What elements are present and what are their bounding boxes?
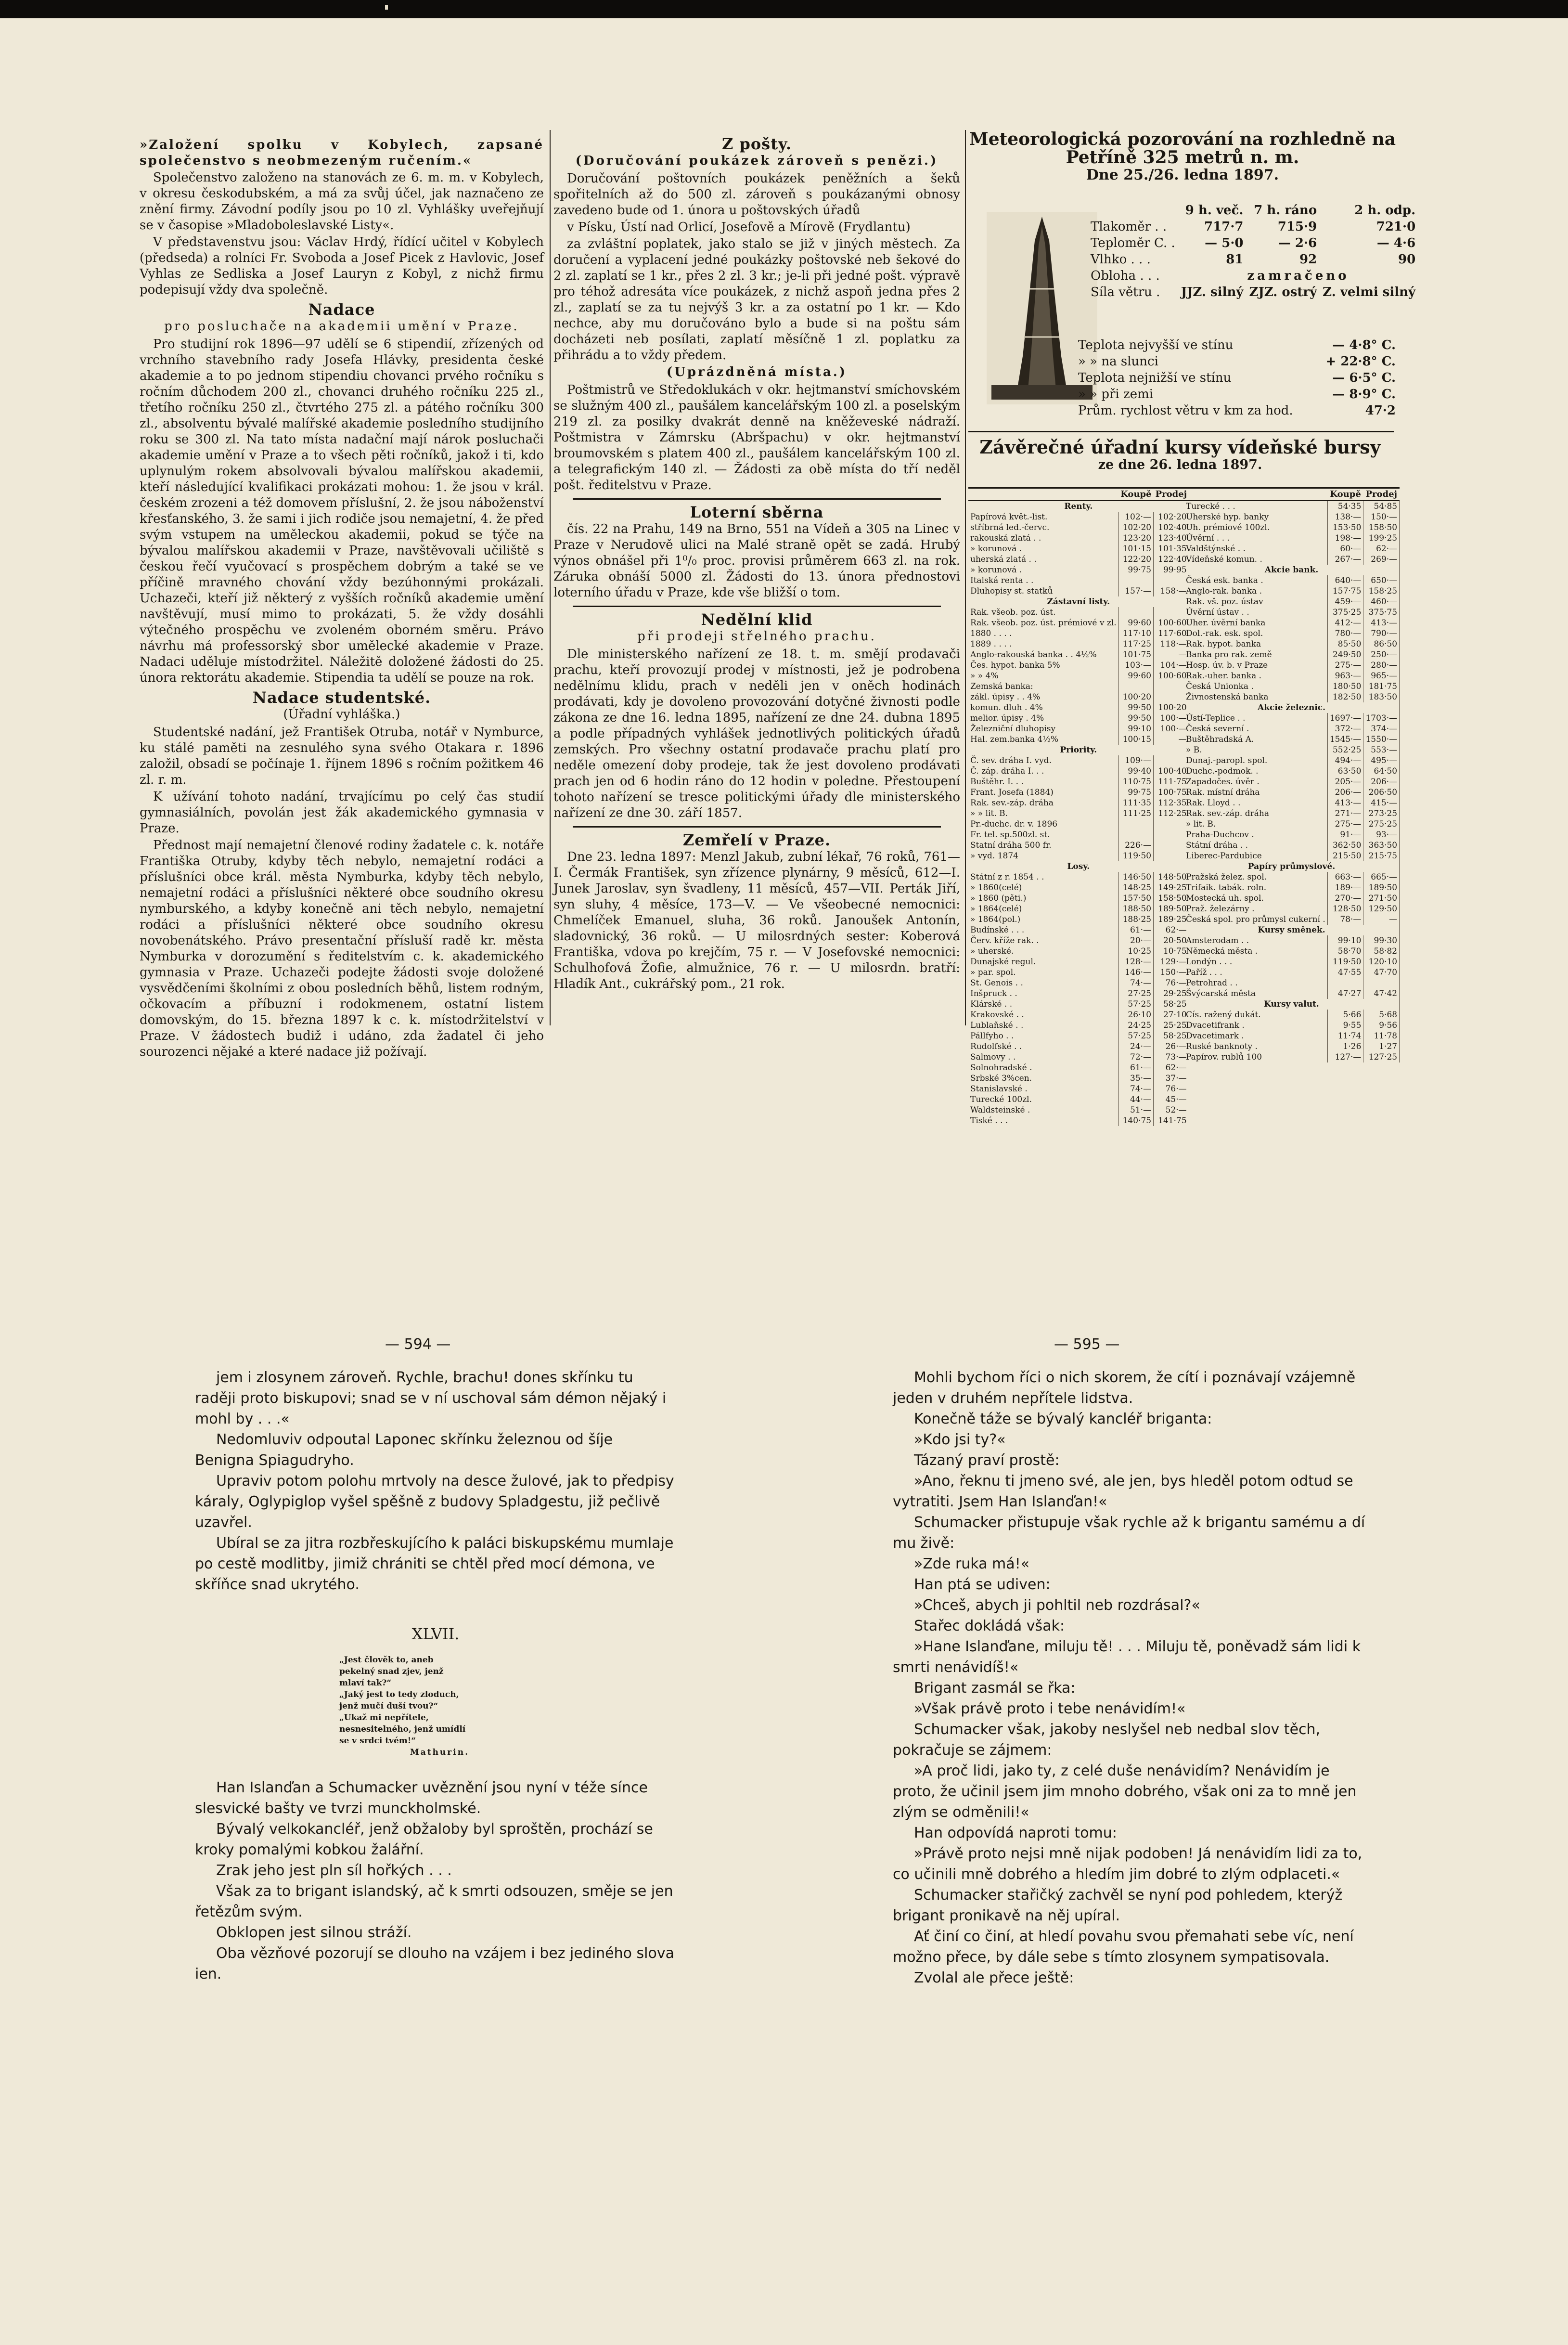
bursa-row: Krakovské . . 26·10 27·10 (968, 1010, 1189, 1020)
bursa-row: Česká Unionka . 180·50 181·75 (1184, 681, 1400, 692)
met-extra-row: Teplota nejnižší ve stínu — 6·5° C. (1078, 371, 1396, 385)
paragraph: Ať činí co činí, at hledí povahu svou přemahati sebe víc, není možno přece, by dále sebe s tímto zlosynem sympatisovala. (893, 1928, 1354, 1966)
bursa-row: Banka pro rak. země 249·50 250·— (1184, 649, 1400, 660)
bursa-row: Anglo-rakouská banka . . 4½% 101·75 — (968, 649, 1189, 660)
bursa-row: 1889 . . . . 117·25 118·— (968, 639, 1189, 649)
bursa-row: Rak. hypot. banka 85·50 86·50 (1184, 639, 1400, 649)
bursa-row: Dvacetifrank . 9·55 9·56 (1184, 1020, 1400, 1031)
bursa-row: Tiské . . . 140·75 141·75 (968, 1115, 1189, 1126)
motto-line: „Ukaž mi nepřítele, nesnesitelného, jenž umídlí se v srdci tvém!“ (339, 1713, 466, 1746)
chapter-heading: XLVII. (411, 1625, 460, 1643)
bursa-row: Dol.-rak. esk. spol. 780·— 790·— (1184, 628, 1400, 639)
paragraph: v Písku, Ústí nad Orlicí, Josefově a Mírově (Frydlantu) (567, 220, 911, 234)
bursa-row: Buštěhradská A. 1545·— 1550·— (1184, 734, 1400, 745)
bursa-row: » par. spol. 146·— 150·— (968, 967, 1189, 978)
bursa-row: Červ. kříže rak. . 20·— 20·50 (968, 935, 1189, 946)
bursa-section: Akcie železnic. (1184, 702, 1400, 713)
bursa-row: Petrohrad . . (1184, 978, 1400, 988)
bursa-row: Cís. ražený dukát. 5·66 5·68 (1184, 1010, 1400, 1020)
bursa-row: Frant. Josefa (1884) 99·75 100·75 (968, 787, 1189, 798)
met-row: Tlakoměr . . 717·7 715·9 721·0 (1091, 220, 1416, 234)
paragraph: Han odpovídá naproti tomu: (914, 1825, 1117, 1841)
bursa-row: Rak. všeob. poz. úst. (968, 607, 1189, 618)
bursa-row: melior. úpisy . 4% 99·50 100·— (968, 713, 1189, 724)
paragraph: »A proč lidi, jako ty, z celé duše nenávidím? Nenávidím je proto, že učinil jsem jim mnoho dobrého, však oni za to mně jen zlým se odměnili!« (893, 1762, 1357, 1821)
bursa-section: Zástavní listy. (968, 596, 1189, 607)
bursa-section: Kursy valut. (1184, 999, 1400, 1010)
bursa-row: Turecké . . . 54·35 54·85 (1184, 501, 1400, 512)
paragraph: K užívání tohoto nadání, trvajícímu po celý čas studií gymnasiálních, povolán jest žák akademického gymnasia v Praze. (140, 790, 544, 836)
section-subtitle: (Doručování poukázek zároveň s penězi.) (575, 154, 938, 168)
bursa-row: Pállfyho . . 57·25 58·25 (968, 1031, 1189, 1041)
bursa-row: Uh. prémiové 100zl. 153·50 158·50 (1184, 522, 1400, 533)
met-extra-row: » » při zemi — 8·9° C. (1078, 387, 1396, 402)
bursa-row: Salmovy . . 72·— 73·— (968, 1052, 1189, 1062)
bursa-row: Londýn . . . 119·50 120·10 (1184, 957, 1400, 967)
bursa-row: Rak. všeob. poz. úst. prémiové v zl. 99·60 100·60 (968, 618, 1189, 628)
bursa-heading: Závěrečné úřadní kursy vídeňské bursy ze dne 26. ledna 1897. (979, 436, 1381, 472)
paragraph: jem i zlosynem zároveň. Rychle, brachu! dones skřínku tu raději proto biskupovi; snad se v ní uschoval sám démon nějaký i mohl by . . .« (195, 1369, 667, 1427)
bursa-row: Turecké 100zl. 44·— 45·— (968, 1094, 1189, 1105)
bursa-section: Renty. (968, 501, 1189, 512)
bursa-row: Solnohradské . 61·— 62·— (968, 1062, 1189, 1073)
paragraph: Obklopen jest silnou stráží. (216, 1924, 412, 1941)
bursa-row: » » 4% 99·60 100·60 (968, 671, 1189, 681)
bursa-row: Uher. úvěrní banka 412·— 413·— (1184, 618, 1400, 628)
bursa-row: Č. záp. dráha I. . . 99·40 100·40 (968, 766, 1189, 777)
bursa-row: Waldsteinské . 51·— 52·— (968, 1105, 1189, 1115)
bursa-row: Dunaj.-paropl. spol. 494·— 495·— (1184, 755, 1400, 766)
bursa-row: Č. sev. dráha I. vyd. 109·— (968, 755, 1189, 766)
paragraph: Přednost mají nemajetní členové rodiny žadatele c. k. notáře Františka Otruby, kdyby těch nebylo, nemajetní rodáci a příslušníci obce král. města Nymburka, kdyby těch nebylo, nemajetní rodáci a příslušníci některé obce soudního okresu nymburského, a kdyby konečně ani těch nebylo, nemajetní rodáci a příslušníci některé obce soudního okresu novobenátského. Právo presentační přísluší radě kr. města Nymburka v dorozumění s ředitelstvím c. k. akademického gymnasia v Praze. Uchazeči podejte žádosti svoje doložené vysvědčeními školními z obou posledních běhů, listem rodným, očkovacím a příbuzní i rodokmenem, ostatní listem domovským, do 15. března 1897 k c. k. místodržitelství v Praze. V žádostech budiž i udáno, zda žadatel či jeho sourozenci nějaké a které nadace již požívají. (140, 838, 544, 1059)
bursa-row: Valdštýnské . . 60·— 62·— (1184, 544, 1400, 554)
bursa-row: Liberec-Pardubice 215·50 215·75 (1184, 851, 1400, 861)
scan-top-border (0, 0, 1568, 18)
bursa-row: Mostecká uh. spol. 270·— 271·50 (1184, 893, 1400, 904)
bursa-row: Rudolfské . . 24·— 26·— (968, 1041, 1189, 1052)
paragraph: Brigant zasmál se řka: (914, 1680, 1076, 1697)
bursa-row: » korunová . 101·15 101·35 (968, 544, 1189, 554)
section-title: Nadace studentské. (252, 688, 431, 707)
paragraph: »Hane Islanďane, miluju tě! . . . Miluju tě, poněvadž sám lidi k smrti nenávidíš!« (893, 1638, 1361, 1676)
bursa-row: Česká esk. banka . 640·— 650·— (1184, 575, 1400, 586)
section-title: Loterní sběrna (690, 503, 824, 521)
paragraph: »Zde ruka má!« (914, 1555, 1030, 1572)
bursa-row: Čes. hypot. banka 5% 103·— 104·— (968, 660, 1189, 671)
page-number-left: — 594 — (385, 1336, 451, 1353)
paragraph: »Však právě proto i tebe nenávidím!« (914, 1700, 1186, 1717)
paragraph: Ubíral se za jitra rozbřeskujícího k paláci biskupskému mumlaje po cestě modlitby, jimiž chrániti se chtěl před mocí démona, ve skříňce snad ukrytého. (195, 1535, 674, 1593)
bursa-row: Budínské . . . 61·— 62·— (968, 925, 1189, 935)
bursa-row: Hosp. úv. b. v Praze 275·— 280·— (1184, 660, 1400, 671)
bursa-row: Amsterodam . . 99·10 99·30 (1184, 935, 1400, 946)
column-1 (140, 137, 544, 1061)
bursa-row: Praž. železárny . 128·50 129·50 (1184, 904, 1400, 914)
section-subtitle: při prodeji střelného prachu. (637, 629, 876, 644)
paragraph: Upraviv potom polohu mrtvoly na desce žulové, jak to předpisy káraly, Oglypiglop vyšel spěšně z budovy Spladgestu, již pečlivě uzavřel. (195, 1473, 674, 1531)
paragraph: Bývalý velkokancléř, jenž obžaloby byl sproštěn, prochází se kroky pomalými kobkou žalářní. (195, 1821, 653, 1858)
bursa-row: Dvacetimark . 11·74 11·78 (1184, 1031, 1400, 1041)
paragraph: Schumacker přistupuje však rychle až k brigantu samému a dí mu živě: (893, 1514, 1365, 1552)
paragraph: Schumacker však, jakoby neslyšel neb nedbal slov těch, pokračuje se zájmem: (893, 1721, 1321, 1759)
paragraph: Studentské nadání, jež František Otruba, notář v Nymburce, ku stálé paměti na zesnulého syna svého Otakara r. 1896 založil, obsadí se počínaje 1. říjnem 1896 s ročním požitkem 46 zl. r. m. (140, 725, 544, 787)
bursa-row: » 1864(celé) 188·50 189·50 (968, 904, 1189, 914)
notice-heading: »Založení spolku v Kobylech, zapsané společenstvo s neobmezeným ručením.« (140, 138, 544, 168)
bursa-row: » » lit. B. 111·25 112·25 (968, 808, 1189, 819)
section-subtitle: pro posluchače na akademii umění v Praze. (164, 319, 519, 334)
bursa-row: Ústí-Teplice . . 1697·— 1703·— (1184, 713, 1400, 724)
met-extra-list (1078, 337, 1396, 419)
met-extra-row: Prům. rychlost větru v km za hod. 47·2 (1078, 403, 1396, 418)
bursa-row: Železniční dluhopisy 99·10 100·— (968, 724, 1189, 734)
bursa-row: Uherské hyp. banky 138·— 150·— (1184, 512, 1400, 522)
paragraph: Pro studijní rok 1896—97 udělí se 6 stipendií, zřízených od vrchního stavebního rady Josefa Hlávky, presidenta české akademie a to po jednom stipendiu chovanci prvého ročníku s ročním důchodem 200 zl., chovanci druhého ročníku 225 zl., třetího ročníku 250 zl., čtvrtého 275 zl. a pátého ročníku 300 zl., absolventu bývalé malířské akademie posledního studijního roku se 300 zl. Na tato místa nadační mají nárok posluchači akademie umění v Praze a to všech pěti ročníků, jakož i ti, kdo uplynulým rokem absolvovali bývalou malířskou akademii, kteří následující kvalifikaci prokázati mohou: 1. že jsou v král. českém zrozeni a též domovem příslušní, 2. že jsou náboženství křesťanského, 3. že sami i jich rodiče jsou nemajetní, 4. že před svým vstupem na uměleckou akademii, pokud se týče na bývalou malířskou akademii v Praze, navštěvovali učiliště s českou řečí vyučovací s prospěchem dobrým a také se ve příčině mravného chování vždy bezúhonnými prokázali. Uchazeči, kteří již některý z vyšších ročníků akademie umění navštěvují, musí mimo to prokázati, 5. že vždy dosáhli výtečného prospěchu ve zvoleném oborném směru. Právo návrhu má professorský sbor umělecké akademie v Praze. Nadaci uděluje místodržitel. Náležitě doložené žádosti do 25. února rektorátu akademie. Stipendia ta udělí se pouze na rok. (140, 337, 544, 685)
section-title: Z pošty. (721, 135, 792, 153)
bursa-row: Papírová květ.-list. 102·— 102·20 (968, 512, 1189, 522)
bursa-row: Státní z r. 1854 . . 146·50 148·50 (968, 872, 1189, 882)
paragraph: za zvláštní poplatek, jako stalo se již v jiných městech. Za doručení a vyplacení jedné poukázky poštovské neb šekové do 2 zl. zaplatí se 1 kr., přes 2 zl. 3 kr.; je-li při jedné pošt. výpravě pro téhož adresáta více poukázek, z nichž aspoň jedna přes 2 zl., zaplatí se za tu nejvýš 3 kr. a za ostatní po 1 kr. — Kdo nechce, aby mu doručováno bylo a bude si na poštu sám docházeti neb posílati, zaplatí měsíčně 1 zl. poplatku za přihrádu a to vždy předem. (553, 237, 960, 363)
bursa-row: Živnostenská banka 182·50 183·50 (1184, 692, 1400, 702)
bursa-row: » korunová . 99·75 99·95 (968, 565, 1189, 575)
chapter-motto (339, 1654, 469, 1758)
bursa-section: Priority. (968, 745, 1189, 755)
bursa-row: Ruské banknoty . 1·26 1·27 (1184, 1041, 1400, 1052)
paragraph: Dne 23. ledna 1897: Menzl Jakub, zubní lékař, 76 roků, 761—I. Čermák František, syn zřízence plynárny, 9 měsíců, 612—I. Junek Jaroslav, syn švadleny, 11 měsíců, 457—VII. Perták Jiří, syn sluhy, 4 měsíce, 173—V. — Ve všeobecné nemocnici: Chmelíček Emanuel, sluha, 36 roků. Janoušek Antonín, sladovnický, 36 roků. — U milosrdných sester: Koberová Františka, vdova po krejčím, 75 r. — V Josefovské nemocnici: Schulhofová Žofie, almužnice, 76 r. — U milosrdn. bratří: Hladík Ant., cukrářský pom., 21 rok. (553, 850, 960, 991)
bursa-row: Dunajské regul. 128·— 129·— (968, 957, 1189, 967)
bursa-row: Pr.-duchc. dr. v. 1896 (968, 819, 1189, 829)
bursa-row: Rak.-uher. banka . 963·— 965·— (1184, 671, 1400, 681)
bursa-row: » uherské. 10·25 10·75 (968, 946, 1189, 957)
bursa-row: uherská zlatá . . 122·20 122·40 (968, 554, 1189, 565)
bursa-row: Fr. tel. sp.500zl. st. (968, 829, 1189, 840)
meteorology-block (968, 130, 1397, 186)
bursa-row: » 1860(celé) 148·25 149·25 (968, 882, 1189, 893)
motto-line: „Jest člověk to, aneb pekelný snad zjev, jenž mlaví tak?“ (339, 1655, 444, 1688)
lower-right-page (893, 1367, 1376, 1988)
paragraph: »Kdo jsi ty?« (914, 1431, 1006, 1448)
paragraph: Poštmistrů ve Středoklukách v okr. hejtmanství smíchovském se služným 400 zl., paušálem kancelářským 100 zl. a poselským 219 zl. za posilky dvakrát denně na kněževeské nádraží. Poštmistra v Zámrsku (Abršpachu) v okr. hejtmanství broumovském s platem 400 zl., paušálem kancelářským 100 zl. a telegrafickým 140 zl. — Žádosti za obě místa do tří neděl pošt. ředitelstvu v Praze. (553, 383, 960, 492)
paragraph: Společenstvo založeno na stanovách ze 6. m. m. v Kobylech, v okresu českodubském, a má za svůj účel, jak naznačeno ze znění firmy. Závodní podíly jsou po 10 zl. Vyhlášky uveřejňují se v časopise »Mladoboleslavské Listy«. (140, 170, 544, 233)
bursa-row: » 1864(pol.) 188·25 189·25 (968, 914, 1189, 925)
bursa-row: Rak. vš. poz. ústav 459·— 460·— (1184, 596, 1400, 607)
bursa-row: » 1860 (pěti.) 157·50 158·50 (968, 893, 1189, 904)
paragraph: čís. 22 na Prahu, 149 na Brno, 551 na Vídeň a 305 na Linec v Praze v Nerudově ulici na Malé straně opět se zadá. Hrubý výnos obnášel při 1⁰/₀ proc. provisi průměrem 663 zl. na rok. Záruka obnáší 5000 zl. Žádosti do 13. února přednostovi loterního úřadu v Praze, kde vše bližší o tom. (553, 522, 960, 600)
bursa-row: Pražská želez. spol. 663·— 665·— (1184, 872, 1400, 882)
met-extra-row: Teplota nejvyšší ve stínu — 4·8° C. (1078, 338, 1396, 352)
bursa-row: Švýcarská města 47·27 47·42 (1184, 988, 1400, 999)
bursa-row: Paříž . . . 47·55 47·70 (1184, 967, 1400, 978)
bursa-row: Hal. zem.banka 4½% 100·15 — (968, 734, 1189, 745)
bursa-row: Německá města . 58·70 58·82 (1184, 946, 1400, 957)
met-date: Dne 25./26. ledna 1897. (1086, 167, 1279, 183)
bursa-section: Akcie bank. (1184, 565, 1400, 575)
bursa-row: Buštěhr. I. . . 110·75 111·75 (968, 777, 1189, 787)
met-table: 9 h. več. 7 h. ráno 2 h. odp. Tlakoměr . . 717·7 715·9 721·0 Teploměr C. . — 5·0 — 2·6 — 4·6 Vlhko . . . 81 92 90 Obloha . . . zamračeno Síla větru . JJZ. silný ZJZ. ostrý Z. velmi silný (1088, 202, 1418, 300)
section-title: Zemřelí v Praze. (682, 831, 831, 849)
bursa-row: Duchc.-podmok. . 63·50 64·50 (1184, 766, 1400, 777)
bursa-row: Statní dráha 500 fr. 226·— (968, 840, 1189, 851)
bursa-table-right: Koupě Prodej Turecké . . . 54·35 54·85 Uherské hyp. banky 138·— 150·— Uh. prémiové 100zl. 153·50 158·50 Úvěrní . . . 198·— 199·25 Valdštýnské . . 60·— 62·— Vídeňské komun. . 267·— 269·— Akcie bank. Česká esk. banka . 640·— 650·— Anglo-rak. banka . 157·75 158·25 Rak. vš. poz. ústav 459·— 460·— Úvěrní ústav . . 375·25 375·75 Uher. úvěrní banka 412·— 413·— Dol.-rak. esk. spol. 780·— 790·— Rak. hypot. banka 85·50 86·50 Banka pro rak. země 249·50 250·— Hosp. úv. b. v Praze 275·— 280·— Rak.-uher. banka . 963·— 965·— Česká Unionka . 180·50 181·75 Živnostenská banka 182·50 183·50 Akcie železnic. Ústí-Teplice . . 1697·— 1703·— Česká severní . 372·— 374·— Buštěhradská A. 1545·— 1550·— » B. 552·25 553·— Dunaj.-paropl. spol. 494·— 495·— Duchc.-podmok. . 63·50 64·50 Zapadočes. úvěr . 205·— 206·— Rak. místní dráha 206·— 206·50 Rak. Lloyd . . 413·— 415·— Rak. sev.-záp. dráha 271·— 273·25 » lit. B. 275·— 275·25 Praha-Duchcov . 91·— 93·— Státní dráha . . 362·50 363·50 Liberec-Pardubice 215·50 215·75 Papíry průmyslové. Pražská želez. spol. 663·— 665·— Trifaik. tabák. roln. 189·— 189·50 Mostecká uh. spol. 270·— 271·50 Praž. železárny . 128·50 129·50 Česká spol. pro průmysl cukerní . 78·— — Kursy směnek. Amsterodam . . 99·10 99·30 Německá města . 58·70 58·82 Londýn . . . 119·50 120·10 Paříž . . . 47·55 47·70 Petrohrad . . Švýcarská města 47·27 47·42 Kursy valut. Cís. ražený dukát. 5·66 5·68 Dvacetifrank . 9·55 9·56 Dvacetimark . 11·74 11·78 Ruské banknoty . 1·26 1·27 Papírov. rublů 100 127·— 127·25 (1184, 487, 1400, 1062)
section-title: Nadace (308, 300, 375, 319)
bursa-row: stříbrná led.-červc. 102·20 102·40 (968, 522, 1189, 533)
bursa-row: zákl. úpisy . . 4% 100·20 (968, 692, 1189, 702)
bursa-row: Stanislavské . 74·— 76·— (968, 1084, 1189, 1094)
bursa-section: Losy. (968, 861, 1189, 872)
bursa-row: Papírov. rublů 100 127·— 127·25 (1184, 1052, 1400, 1062)
lower-left-page (195, 1367, 676, 1984)
bursa-row: » vyd. 1874 119·50 (968, 851, 1189, 861)
bursa-row: » lit. B. 275·— 275·25 (1184, 819, 1400, 829)
bursa-row: Vídeňské komun. . 267·— 269·— (1184, 554, 1400, 565)
paragraph: Han Islanďan a Schumacker uvěznění jsou nyní v téže sínce slesvické bašty ve tvrzi munckholmské. (195, 1779, 648, 1817)
bursa-row: Rak. sev.-záp. dráha 271·— 273·25 (1184, 808, 1400, 819)
bursa-row: Zemská banka: (968, 681, 1189, 692)
bursa-row: Praha-Duchcov . 91·— 93·— (1184, 829, 1400, 840)
bursa-row: St. Genois . . 74·— 76·— (968, 978, 1189, 988)
bursa-row: Lublaňské . . 24·25 25·25 (968, 1020, 1189, 1031)
paragraph: Konečně táže se bývalý kancléř briganta: (914, 1411, 1212, 1427)
paragraph: Oba vězňové pozorují se dlouho na vzájem i bez jediného slova ien. (195, 1945, 675, 1982)
bursa-row: 1880 . . . . 117·10 117·60 (968, 628, 1189, 639)
paragraph: »Chceš, abych ji pohltil neb rozdrásal?« (914, 1597, 1200, 1614)
met-extra-row: » » na slunci + 22·8° C. (1078, 354, 1396, 369)
met-row: Vlhko . . . 81 92 90 (1091, 252, 1416, 267)
bursa-row: Zapadočes. úvěr . 205·— 206·— (1184, 777, 1400, 787)
bursa-row: Klárské . . 57·25 58·25 (968, 999, 1189, 1010)
paragraph: V představenstvu jsou: Václav Hrdý, řídící učitel v Kobylech (předseda) a rolníci Fr. Svoboda a Josef Picek z Havlovic, Josef Vyhlas ze Sedliska a Josef Lauryn z Kobyl, z nichž firmu podepisují vždy dva společně. (140, 235, 544, 297)
paragraph: Tázaný praví prostě: (914, 1452, 1060, 1469)
bursa-section: Kursy směnek. (1184, 925, 1400, 935)
paragraph: Han ptá se udiven: (914, 1576, 1051, 1593)
paragraph: Dle ministerského nařízení ze 18. t. m. smějí prodavači prachu, kteří provozují prodej v místnosti, jež je podrobena nedělnímu klidu, prach v neděli jen v oněch hodinách prodávati, kdy je dovoleno provozování dotyčné živnosti podle zákona ze dne 16. ledna 1895, nařízení ze dne 24. dubna 1895 a podle případných vyhlášek jednotlivých politických úřadů zemských. Pro všechny ostatní prodavače prachu platí pro neděle omezení doby prodeje, tak že jest dovoleno prodávati prach jen od 6 hodin ráno do 12 hodin v poledne. Přestoupení tohoto nařízení se tresce politickými úřady dle ministerského nařízení ze dne 30. září 1857. (553, 647, 960, 820)
bursa-row: rakouská zlatá . . 123·20 123·40 (968, 533, 1189, 544)
bursa-row: Anglo-rak. banka . 157·75 158·25 (1184, 586, 1400, 596)
bursa-row: Česká severní . 372·— 374·— (1184, 724, 1400, 734)
paragraph: Mohli bychom říci o nich skorem, že cítí i poznávají vzájemně jeden v druhém nepřítele lidstva. (893, 1369, 1356, 1407)
paragraph: Nedomluviv odpoutal Laponec skřínku železnou od šíje Benigna Spiagudryho. (195, 1431, 613, 1469)
bursa-row: Inšpruck . . 27·25 29·25 (968, 988, 1189, 999)
paragraph: Doručování poštovních poukázek peněžních a šeků spořitelních až do 500 zl. zároveň s poukázanými obnosy zavedeno bude od 1. února u poštovských úřadů (553, 171, 960, 218)
bursa-row: » B. 552·25 553·— (1184, 745, 1400, 755)
bursa-row: Trifaik. tabák. roln. 189·— 189·50 (1184, 882, 1400, 893)
paragraph: Schumacker stařičký zachvěl se nyní pod pohledem, kterýž brigant pronikavě na něj upíral. (893, 1887, 1343, 1924)
section-subtitle: (Uprázdněná místa.) (666, 365, 848, 379)
met-row: Teploměr C. . — 5·0 — 2·6 — 4·6 (1091, 236, 1416, 250)
column-2 (553, 132, 960, 993)
paragraph: Zvolal ale přece ještě: (914, 1969, 1074, 1986)
page-number-right: — 595 — (1054, 1336, 1120, 1353)
bursa-section: Papíry průmyslové. (1184, 861, 1400, 872)
bursa-row: komun. dluh . 4% 99·50 100·20 (968, 702, 1189, 713)
section-title: Nedělní klid (701, 610, 813, 629)
paragraph: »Ano, řeknu ti jmeno své, ale jen, bys hleděl potom odtud se vytratiti. Jsem Han Islanďan!« (893, 1473, 1353, 1510)
motto-line: „Jaký jest to tedy zloduch, jenž mučí duší tvou?“ (339, 1690, 459, 1711)
bursa-row: Rak. sev.-záp. dráha 111·35 112·35 (968, 798, 1189, 808)
motto-author: Mathurin. (410, 1748, 469, 1757)
bursa-row: Úvěrní ústav . . 375·25 375·75 (1184, 607, 1400, 618)
bursa-row: Státní dráha . . 362·50 363·50 (1184, 840, 1400, 851)
bursa-row: Rak. Lloyd . . 413·— 415·— (1184, 798, 1400, 808)
bursa-row: Česká spol. pro průmysl cukerní . 78·— — (1184, 914, 1400, 925)
paragraph: Stařec dokládá však: (914, 1618, 1065, 1634)
bursa-row: Dluhopisy st. statků 157·— 158·— (968, 586, 1189, 596)
paragraph: Však za to brigant islandský, ač k smrti odsouzen, směje se jen řetězům svým. (195, 1883, 673, 1920)
bursa-row: Úvěrní . . . 198·— 199·25 (1184, 533, 1400, 544)
bursa-row: Rak. místní dráha 206·— 206·50 (1184, 787, 1400, 798)
bursa-row: Srbské 3%cen. 35·— 37·— (968, 1073, 1189, 1084)
bursa-row: Italská renta . . (968, 575, 1189, 586)
paragraph: »Právě proto nejsi mně nijak podoben! Já nenávidím lidi za to, co učinili mně dobrého a hledím jim dobré to zlým odplaceti.« (893, 1845, 1362, 1883)
met-title: Meteorologická pozorování na rozhledně na Petříně 325 metrů n. m. (969, 129, 1396, 168)
bursa-table-left: Koupě Prodej Renty. Papírová květ.-list. 102·— 102·20 stříbrná led.-červc. 102·20 102·40 rakouská zlatá . . 123·20 123·40 » korunová . 101·15 101·35 uherská zlatá . . 122·20 122·40 » korunová . 99·75 99·95 Italská renta . . Dluhopisy st. statků 157·— 158·— Zástavní listy. Rak. všeob. poz. úst. Rak. všeob. poz. úst. prémiové v zl. 99·60 100·60 1880 . . . . 117·10 117·60 1889 . . . . 117·25 118·— Anglo-rakouská banka . . 4½% 101·75 — Čes. hypot. banka 5% 103·— 104·— » » 4% 99·60 100·60 Zemská banka: zákl. úpisy . . 4% 100·20 komun. dluh . 4% 99·50 100·20 melior. úpisy . 4% 99·50 100·— Železniční dluhopisy 99·10 100·— Hal. zem.banka 4½% 100·15 — Priority. Č. sev. dráha I. vyd. 109·— Č. záp. dráha I. . . 99·40 100·40 Buštěhr. I. . . 110·75 111·75 Frant. Josefa (1884) 99·75 100·75 Rak. sev.-záp. dráha 111·35 112·35 » » lit. B. 111·25 112·25 Pr.-duchc. dr. v. 1896 Fr. tel. sp.500zl. st. Statní dráha 500 fr. 226·— » vyd. 1874 119·50 Losy. Státní z r. 1854 . . 146·50 148·50 » 1860(celé) 148·25 149·25 » 1860 (pěti.) 157·50 158·50 » 1864(celé) 188·50 189·50 » 1864(pol.) 188·25 189·25 Budínské . . . 61·— 62·— Červ. kříže rak. . 20·— 20·50 » uherské. 10·25 10·75 Dunajské regul. 128·— 129·— » par. spol. 146·— 150·— St. Genois . . 74·— 76·— Inšpruck . . 27·25 29·25 Klárské . . 57·25 58·25 Krakovské . . 26·10 27·10 Lublaňské . . 24·25 25·25 Pállfyho . . 57·25 58·25 Rudolfské . . 24·— 26·— Salmovy . . 72·— 73·— Solnohradské . 61·— 62·— Srbské 3%cen. 35·— 37·— Stanislavské . 74·— 76·— Turecké 100zl. 44·— 45·— Waldsteinské . 51·— 52·— Tiské . . . 140·75 141·75 (968, 487, 1189, 1126)
section-subtitle: (Úřadní vyhláška.) (283, 707, 400, 722)
paragraph: Zrak jeho jest pln síl hořkých . . . (216, 1862, 452, 1879)
